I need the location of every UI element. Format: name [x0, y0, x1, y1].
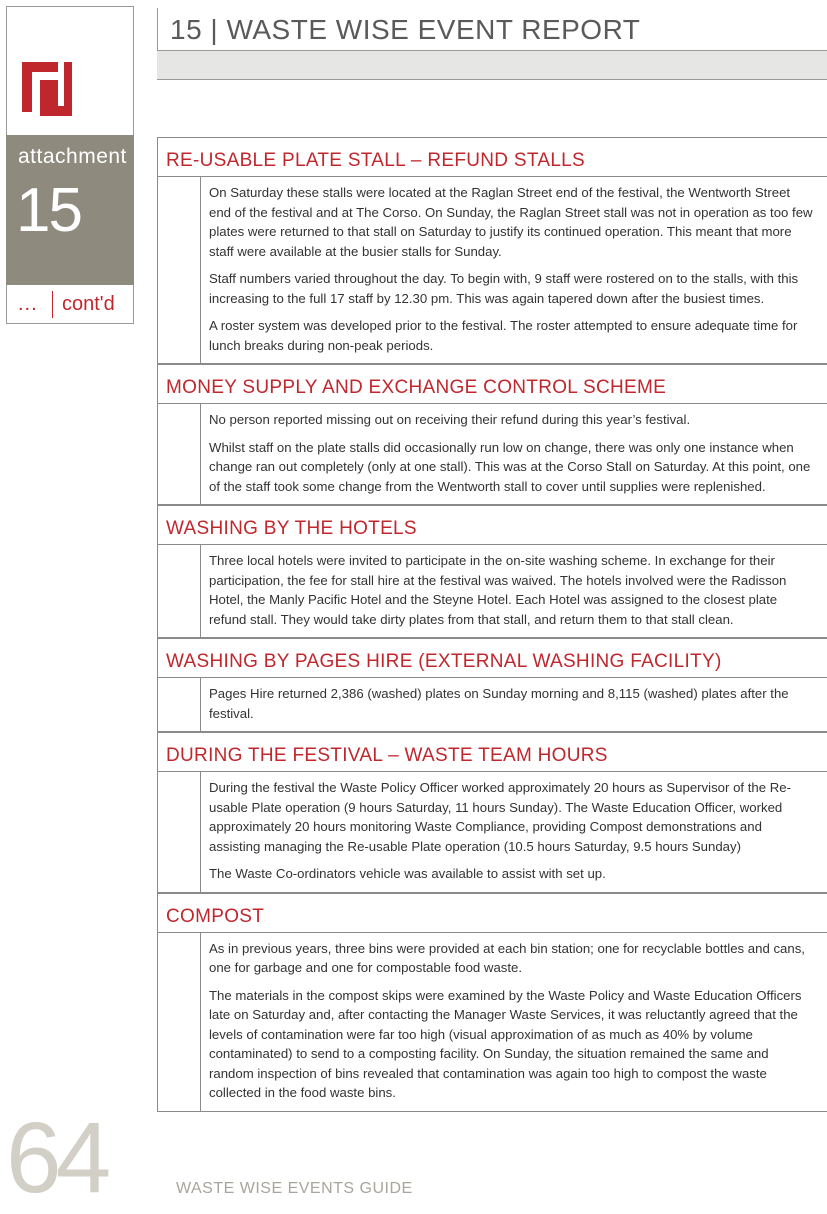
section-body — [200, 177, 827, 363]
paragraph: Staff numbers varied throughout the day. To begin with, 9 staff were rostered on to the stalls, with this increasing to the full 17 staff by 12.30 pm. This was again tapered down after the busiest times. — [209, 271, 799, 306]
section-waste-team-hours — [157, 732, 827, 893]
report-content — [157, 137, 827, 1112]
section-heading: DURING THE FESTIVAL – WASTE TEAM HOURS — [157, 732, 827, 772]
section-body — [200, 678, 827, 731]
footer-guide-title: WASTE WISE EVENTS GUIDE — [176, 1180, 413, 1197]
paragraph: Whilst staff on the plate stalls did occasionally run low on change, there was only one instance when change ran out completely (only at one stall). This was at the Corso Stall on Saturday. At this point, one of the staff took some change from the Wentworth stall to cover until supplies were replenished. — [209, 439, 811, 494]
section-body — [200, 404, 827, 504]
section-body — [200, 545, 827, 637]
section-compost — [157, 893, 827, 1112]
section-body — [200, 772, 827, 892]
paragraph: Three local hotels were invited to participate in the on-site washing scheme. In exchange for their participation, the fee for stall hire at the festival was waived. The hotels involved were the Radisson Hotel, the Manly Pacific Hotel and the Steyne Hotel. Each Hotel was assigned to the closest plate refund stall. They would take dirty plates from that stall, and return them to that stall clean. — [209, 553, 787, 627]
paragraph: On Saturday these stalls were located at the Raglan Street end of the festival, the Wentworth Street end of the festival and at The Corso. On Sunday, the Raglan Street stall was not in operation as too few plates were returned to that stall on Saturday to justify its continued operation. This meant that more staff were available at the busier stalls for Sunday. — [209, 185, 813, 259]
section-washing-pages-hire — [157, 638, 827, 732]
section-heading: MONEY SUPPLY AND EXCHANGE CONTROL SCHEME — [157, 364, 827, 404]
section-refund-stalls — [157, 137, 827, 364]
section-washing-hotels — [157, 505, 827, 638]
continued-label: cont'd — [62, 293, 115, 315]
header-band — [157, 50, 827, 80]
attachment-number: 15 — [16, 176, 81, 245]
paragraph: The materials in the compost skips were examined by the Waste Policy and Waste Education Officers late on Saturday and, after contacting the Manager Waste Services, it was reluctantly agreed that the levels of contamination were far too high (visual approximation of as much as 40% by volume contaminated) to send to a composting facility. On Sunday, the situation remained the same and random inspection of bins revealed that contamination was again too high to compost the waste collected in the food waste bins. — [209, 987, 802, 1100]
continued-marker — [6, 285, 134, 324]
attachment-panel — [6, 135, 134, 285]
page-number: 64 — [6, 1102, 106, 1214]
paragraph: As in previous years, three bins were provided at each bin station; one for recyclable bottles and cans, one for garbage and one for compostable food waste. — [209, 940, 805, 975]
attachment-label: attachment — [18, 145, 127, 168]
paragraph: Pages Hire returned 2,386 (washed) plates on Sunday morning and 8,115 (washed) plates after the festival. — [209, 686, 789, 721]
section-heading: WASHING BY THE HOTELS — [157, 505, 827, 545]
section-heading: COMPOST — [157, 893, 827, 933]
paragraph: During the festival the Waste Policy Officer worked approximately 20 hours as Supervisor of the Re-usable Plate operation (9 hours Saturday, 11 hours Sunday). The Waste Education Officer, worked approximately 20 hours monitoring Waste Compliance, providing Compost demonstrations and assisting managing the Re-usable Plate operation (10.5 hours Saturday, 9.5 hours Sunday) — [209, 780, 791, 854]
section-money-supply — [157, 364, 827, 505]
continued-dots: ... — [18, 293, 38, 315]
section-body — [200, 933, 827, 1111]
page-title: 15 | WASTE WISE EVENT REPORT — [170, 14, 641, 45]
paragraph: No person reported missing out on receiving their refund during this year’s festival. — [209, 412, 691, 427]
section-heading: RE-USABLE PLATE STALL – REFUND STALLS — [157, 137, 827, 177]
section-heading: WASHING BY PAGES HIRE (EXTERNAL WASHING FACILITY) — [157, 638, 827, 678]
paragraph: The Waste Co-ordinators vehicle was available to assist with set up. — [209, 866, 606, 881]
continued-divider — [52, 291, 53, 318]
paragraph: A roster system was developed prior to the festival. The roster attempted to ensure adequate time for lunch breaks during non-peak periods. — [209, 318, 798, 353]
council-logo-icon — [18, 56, 78, 120]
